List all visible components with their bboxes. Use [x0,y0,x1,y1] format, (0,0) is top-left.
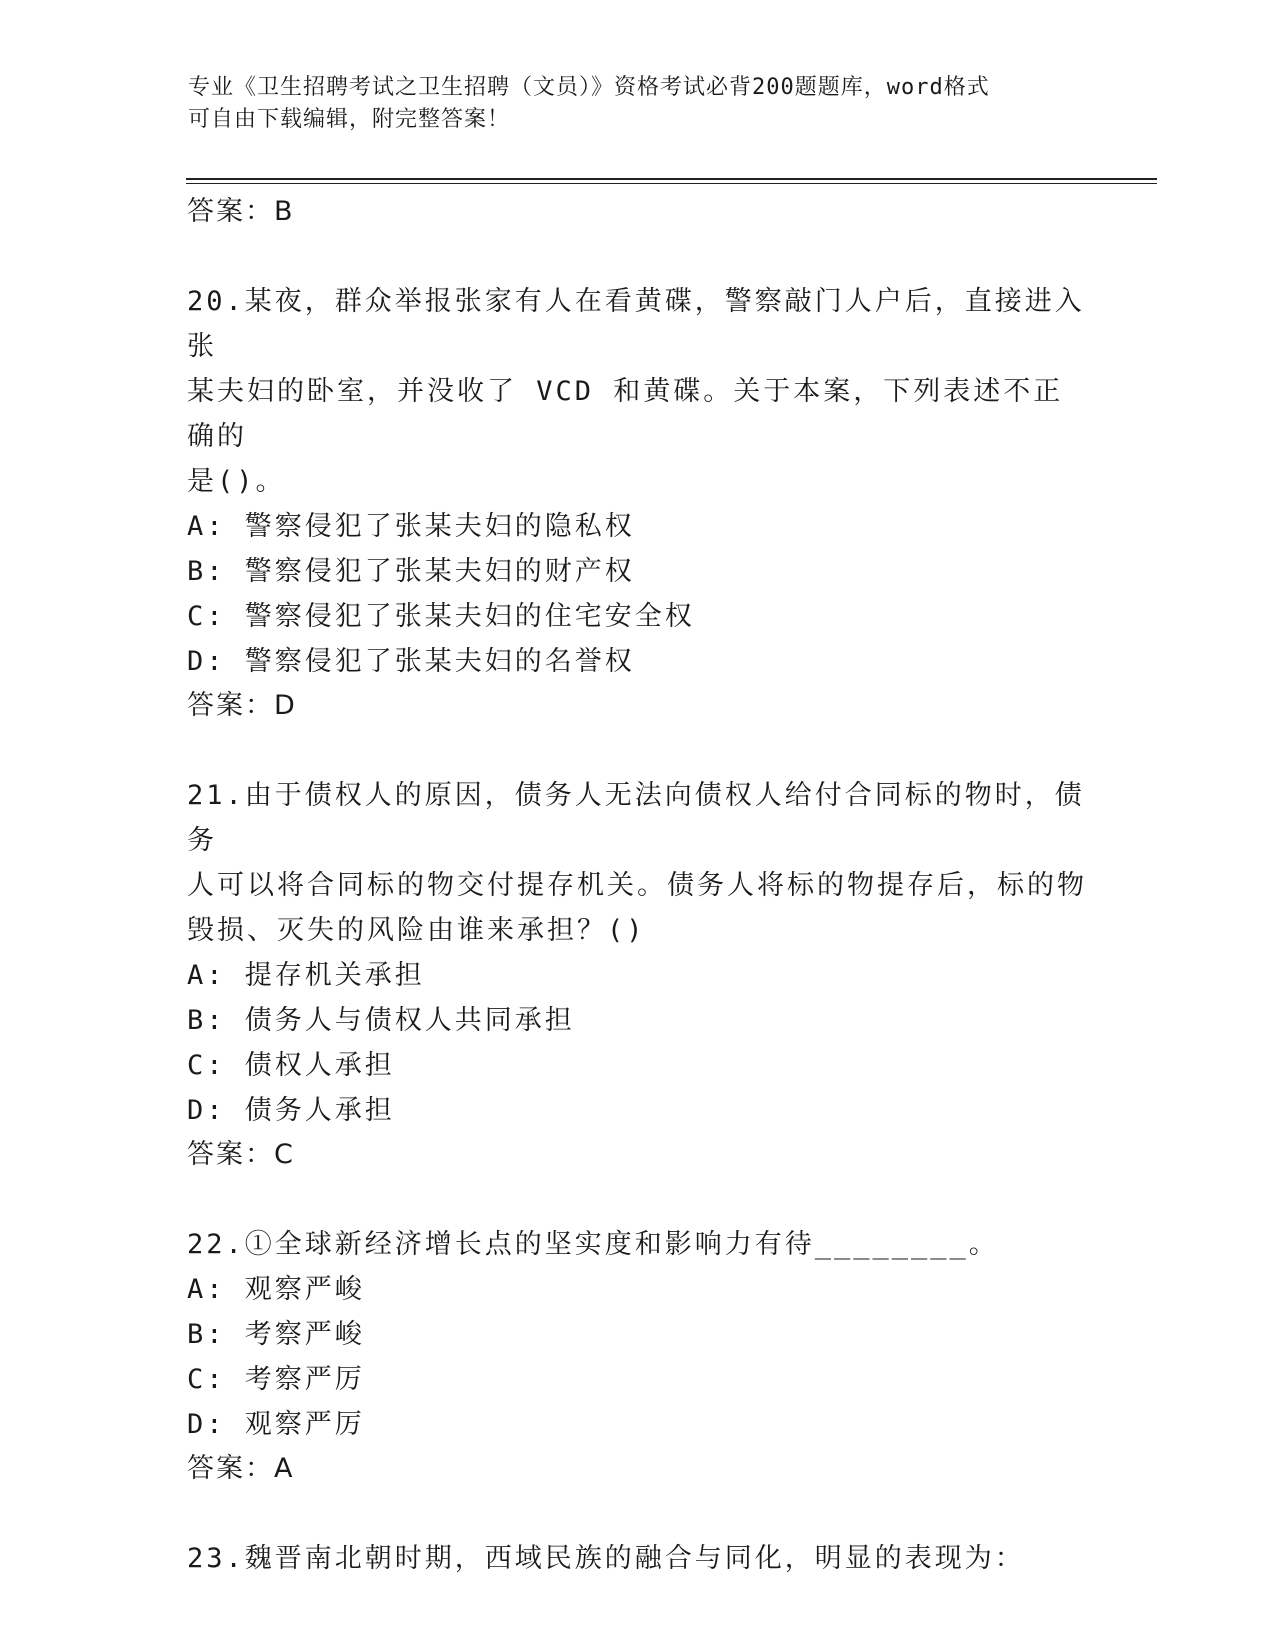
question-stem-line: 毁损、灭失的风险由谁来承担？() [187,915,646,946]
answer-line: 答案：D [187,690,297,721]
question-stem-line: 21.由于债权人的原因，债务人无法向债权人给付合同标的物时，债务 [187,780,1085,856]
option-b: B: 警察侵犯了张某夫妇的财产权 [187,556,635,587]
answer-line: 答案：C [187,1139,295,1170]
header-line-2: 可自由下载编辑，附完整答案！ [188,107,511,132]
option-a: A: 提存机关承担 [187,960,425,991]
document-body [187,190,1087,1581]
question-block [187,279,1087,728]
option-d: D: 观察严厉 [187,1409,365,1440]
option-a: A: 警察侵犯了张某夫妇的隐私权 [187,511,635,542]
option-b: B: 考察严峻 [187,1319,365,1350]
header-rule-thin [186,183,1157,184]
option-c: C: 考察严厉 [187,1364,365,1395]
option-c: C: 债权人承担 [187,1050,395,1081]
question-stem-line: 23.魏晋南北朝时期，西域民族的融合与同化，明显的表现为： [187,1543,1025,1574]
header-line-1: 专业《卫生招聘考试之卫生招聘（文员）》资格考试必背200题题库，word格式 [188,75,990,100]
question-stem-line: 20.某夜，群众举报张家有人在看黄碟，警察敲门人户后，直接进入张 [187,286,1085,362]
question-stem-line: 某夫妇的卧室，并没收了 VCD 和黄碟。关于本案，下列表述不正确的 [187,376,1064,452]
option-c: C: 警察侵犯了张某夫妇的住宅安全权 [187,601,695,632]
question-block [187,773,1087,1177]
question-stem [187,1536,1087,1581]
question-stem-line: 是()。 [187,466,286,497]
option-b: B: 债务人与债权人共同承担 [187,1005,575,1036]
question-stem [187,773,1087,953]
question-stem-line: 22.①全球新经济增长点的坚实度和影响力有待________。 [187,1229,999,1260]
answer-line: 答案：A [187,1453,295,1484]
question-stem [187,279,1087,504]
question-block [187,1222,1087,1491]
document-header [188,72,1068,136]
question-stem-line: 人可以将合同标的物交付提存机关。债务人将标的物提存后，标的物 [187,870,1087,901]
header-rule-thick [186,178,1157,180]
question-block [187,1536,1087,1581]
answer-line: 答案：B [187,196,295,227]
question-stem [187,1222,1087,1267]
option-a: A: 观察严峻 [187,1274,365,1305]
option-d: D: 债务人承担 [187,1095,395,1126]
option-d: D: 警察侵犯了张某夫妇的名誉权 [187,646,635,677]
